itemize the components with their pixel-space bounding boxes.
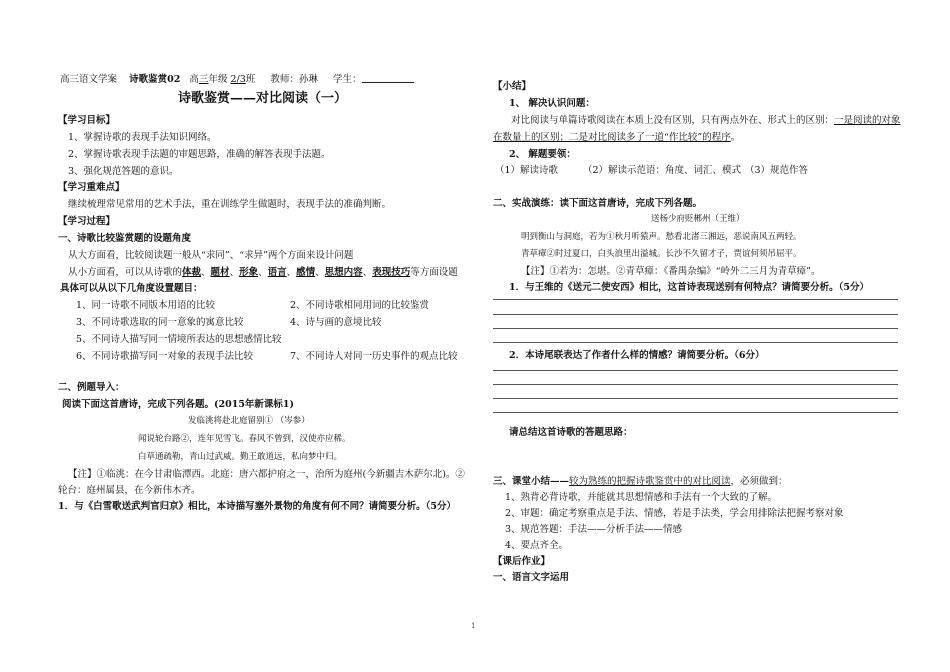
practice-poem-line: 明到衡山与洞庭，若为①秋月听猿声。愁看北渚三湘远，恶说南风五两轻。 — [521, 232, 802, 242]
objective-item: 2、掌握诗歌表现手法题的审题思路，准确的解答表现手法题。 — [68, 149, 331, 160]
homework-item: 一、语言文字运用 — [493, 572, 570, 583]
summary-item-1-heading: 1、 解决认识问题： — [509, 98, 595, 109]
angle-item: 2、不同诗歌相同用词的比较鉴赏 — [290, 300, 430, 311]
angle-item: 4、诗与画的意境比较 — [290, 317, 382, 328]
section1-para1: 从大方面看，比较阅读题一般从“求同”、“求异”两个方面来设计问题 — [68, 250, 354, 261]
practice-poem-title: 送杨少府贬郴州（王维） — [651, 214, 745, 224]
page-number: 1 — [471, 622, 476, 630]
practice-question-2: 2．本诗尾联表达了作者什么样的情感？请简要分析。（6分） — [509, 350, 765, 361]
teacher: 教师：孙琳 — [270, 74, 318, 85]
summary-item-1-text: 对比阅读与单篇诗歌阅读在本质上没有区别，只有两点外在、形式上的区别：一是阅读的对象 — [511, 115, 901, 126]
classroom-item: 4、要点齐全。 — [505, 540, 569, 551]
practice-question-1: 1．与王维的《送元二使安西》相比，这首诗表现送别有何特点？请简要分析。（5分） — [509, 282, 869, 293]
example-note: 轮台：庭州属县，在今新伟木齐。 — [58, 485, 201, 496]
section1-para2: 从小方面看，可以从诗歌的体裁、题材、形象、语言、感情、思想内容、表现技巧等方面设题 — [68, 267, 458, 278]
objective-item: 3、强化规范答题的意识。 — [68, 166, 179, 177]
example-poem-title: 发临洮将赴北庭留别① （岑参） — [188, 416, 310, 426]
angle-item: 5、不同诗人描写同一情境所表达的思想感情比较 — [76, 334, 282, 345]
example-poem-line: 白草通疏勒，青山过武威。勤王敢道远，私向梦中归。 — [138, 452, 343, 462]
example-heading: 二、例题导入： — [58, 382, 125, 393]
classroom-heading: 三、课堂小结——较为熟练的把握诗歌鉴赏中的对比阅读，必须做到： — [493, 476, 788, 487]
angle-item: 1、同一诗歌不同版本用语的比较 — [76, 300, 216, 311]
section1-sub: 具体可以从以下几角度设置题目： — [60, 283, 203, 294]
focus-heading: 【学习重难点】 — [58, 182, 125, 193]
practice-heading: 二、实战演练：读下面这首唐诗，完成下列各题。 — [493, 198, 703, 209]
page-title: 诗歌鉴赏——对比阅读（一） — [178, 91, 348, 106]
section1-heading: 一、诗歌比较鉴赏题的设题角度 — [58, 233, 192, 244]
example-note: 【注】①临洮：在今甘肃临潭西。北庭：唐六都护府之一，治所为庭州(今新疆吉木萨尔北)。② — [68, 469, 465, 480]
homework-heading: 【课后作业】 — [493, 556, 551, 567]
unit-name: 诗歌鉴赏02 — [129, 74, 181, 85]
classroom-item: 1、熟背必背诗歌，并能就其思想情感和手法有一个大致的了解。 — [505, 492, 778, 503]
summary-item-1-text: 在数量上的区别；二是对比阅读多了一道“作比较”的程序。 — [493, 132, 741, 143]
answer-line[interactable] — [493, 328, 898, 329]
classroom-item: 2、审题：确定考察重点是手法、情感，若是手法类，学会用排除法把握考察对象 — [505, 508, 844, 519]
summary-heading: 【小结】 — [493, 81, 532, 92]
focus-text: 继续梳理常见常用的艺术手法，重在训练学生做题时，表现手法的准确判断。 — [68, 199, 392, 210]
example-poem-line: 闻说轮台路②，连年见雪飞。春风不曾到，汉使亦应稀。 — [138, 434, 351, 444]
class-number: 2/3 — [230, 74, 246, 85]
angle-item: 3、不同诗歌选取的同一意象的寓意比较 — [76, 317, 244, 328]
angle-item: 6、不同诗歌描写同一对象的表现手法比较 — [76, 351, 254, 362]
answer-line[interactable] — [493, 398, 898, 399]
answer-line[interactable] — [493, 412, 898, 413]
answer-line[interactable] — [493, 384, 898, 385]
answer-line[interactable] — [493, 370, 898, 371]
answer-line[interactable] — [493, 299, 898, 300]
summary-step: （3）规范作答 — [745, 165, 809, 176]
summary-item-2-heading: 2、 解题要领： — [509, 149, 576, 160]
objective-item: 1、掌握诗歌的表现手法知识网络。 — [68, 132, 217, 143]
practice-poem-line: 青草瘴②时过夏口，白头浪里出溢城。长沙不久留才子，贾谊何须吊屈平。 — [521, 249, 802, 259]
grade: 三 — [198, 74, 209, 85]
classroom-item: 3、规范答题：手法——分析手法——情感 — [505, 524, 683, 535]
angle-item: 7、不同诗人对同一历史事件的观点比较 — [290, 351, 458, 362]
practice-summary-prompt: 请总结这首诗歌的答题思路： — [509, 427, 633, 438]
practice-note: 【注】①若为：怎堪。②青草瘴：《番禺杂编》“岭外二三月为青草瘴”。 — [521, 266, 821, 277]
summary-step: （1）解读诗歌 — [495, 165, 559, 176]
answer-line[interactable] — [493, 314, 898, 315]
header-line: 高三语文学案 诗歌鉴赏02 高三年级 2/3班 教师：孙琳 学生： — [60, 73, 414, 86]
example-instruction: 阅读下面这首唐诗，完成下列各题。(2015年新课标1) — [62, 399, 295, 410]
student-name-blank[interactable] — [362, 73, 414, 83]
student-label: 学生： — [333, 74, 362, 85]
summary-step: （2）解读示范语：角度、词汇、模式 — [583, 165, 742, 176]
process-heading: 【学习过程】 — [58, 216, 116, 227]
answer-line[interactable] — [493, 342, 898, 343]
example-question-1: 1．与《白雪歌送武判官归京》相比，本诗描写塞外景物的角度有何不同？请简要分析。（5分） — [58, 501, 456, 512]
objectives-heading: 【学习目标】 — [58, 115, 116, 126]
course-name: 高三语文学案 — [60, 74, 118, 85]
